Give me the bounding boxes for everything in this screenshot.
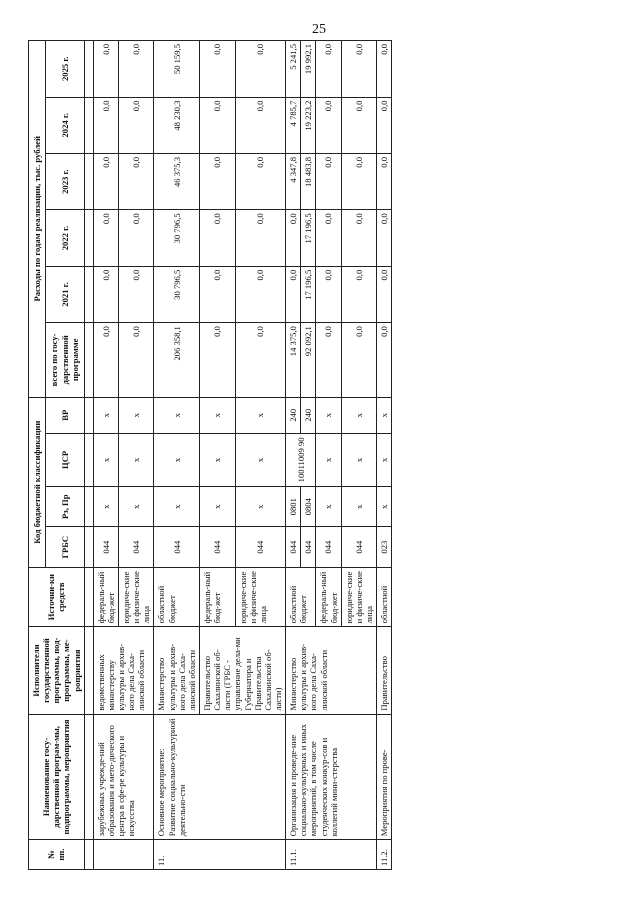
header-grbs: ГРБС: [45, 527, 84, 567]
cell-source: юридиче-ские и физиче-ские лица: [341, 567, 376, 627]
cell-2022: 0,0: [316, 210, 341, 266]
cell-2024: 48 230,3: [154, 97, 200, 153]
cell-2025: 0,0: [235, 41, 285, 98]
cell-source: юридиче-ские и физиче-ские лица: [118, 567, 153, 627]
cell-total: 0,0: [235, 323, 285, 397]
cell-rzpr: x: [154, 487, 200, 527]
cell-num: 11.1.: [286, 840, 377, 870]
cell-2024: 0,0: [377, 97, 392, 153]
cell-source: федераль-ный бюд-жет: [316, 567, 341, 627]
table-row: [154, 41, 200, 870]
cell-2021: 30 796,5: [154, 266, 200, 322]
cell-grbs: 044: [118, 527, 153, 567]
cell-total: 0,0: [93, 323, 118, 397]
cell-2023: 0,0: [118, 153, 153, 209]
cell-csr: x: [316, 433, 341, 486]
cell-rzpr: x: [377, 487, 392, 527]
cell-rzpr: 0804: [301, 487, 316, 527]
separator-row: [84, 41, 93, 870]
cell-2022: 17 196,5: [301, 210, 316, 266]
cell-grbs: 044: [316, 527, 341, 567]
cell-2021: 0,0: [341, 266, 376, 322]
cell-2024: 0,0: [118, 97, 153, 153]
cell-vr: x: [235, 397, 285, 433]
cell-2023: 0,0: [93, 153, 118, 209]
rotated-table-container: [28, 40, 558, 870]
header-vr: ВР: [45, 397, 84, 433]
header-2024: 2024 г.: [45, 97, 84, 153]
cell-grbs: 044: [286, 527, 301, 567]
cell-executor: Правительство Сахалинской об-ласти (ГРБС - управление дела-ми Губернатора и Правительства Сахалинской об-ласти): [199, 627, 285, 714]
cell-2022: 0,0: [286, 210, 301, 266]
cell-2024: 0,0: [199, 97, 235, 153]
cell-csr: x: [118, 433, 153, 486]
cell-2024: 0,0: [235, 97, 285, 153]
header-num: № пп.: [29, 840, 85, 870]
cell-total: 92 092,1: [301, 323, 316, 397]
budget-table: [28, 40, 392, 870]
cell-vr: x: [199, 397, 235, 433]
cell-2021: 0,0: [316, 266, 341, 322]
header-executor: Исполнители государственной программы, под-программы, ме-роприятия: [29, 627, 85, 714]
table-row: [286, 41, 301, 870]
header-2021: 2021 г.: [45, 266, 84, 322]
cell-2025: 19 992,1: [301, 41, 316, 98]
cell-2022: 0,0: [118, 210, 153, 266]
cell-2024: 0,0: [93, 97, 118, 153]
cell-2021: 0,0: [377, 266, 392, 322]
cell-source: областной бюджет: [286, 567, 316, 627]
cell-vr: 240: [301, 397, 316, 433]
cell-source: юридиче-ские и физиче-ские лица: [235, 567, 285, 627]
cell-csr: 10011009 90: [286, 433, 316, 486]
cell-2022: 0,0: [93, 210, 118, 266]
cell-name: Мероприятия по прове-: [377, 714, 392, 840]
cell-2025: 0,0: [118, 41, 153, 98]
cell-total: 206 358,1: [154, 323, 200, 397]
cell-vr: x: [93, 397, 118, 433]
cell-vr: 240: [286, 397, 301, 433]
cell-2022: 0,0: [199, 210, 235, 266]
cell-2021: 0,0: [286, 266, 301, 322]
cell-name: зарубежных учрежде-ний образования и мето-дического центра в сфе-ре культуры и искусства: [93, 714, 154, 840]
cell-vr: x: [316, 397, 341, 433]
cell-vr: x: [154, 397, 200, 433]
cell-2021: 0,0: [93, 266, 118, 322]
header-2023: 2023 г.: [45, 153, 84, 209]
cell-2022: 0,0: [341, 210, 376, 266]
cell-2025: 0,0: [341, 41, 376, 98]
cell-2022: 0,0: [235, 210, 285, 266]
cell-2024: 0,0: [316, 97, 341, 153]
cell-csr: x: [199, 433, 235, 486]
table-row: [377, 41, 392, 870]
cell-2024: 0,0: [341, 97, 376, 153]
cell-executor: Министерство культуры и архив-ного дела Саха-линской области: [154, 627, 200, 714]
cell-2021: 0,0: [199, 266, 235, 322]
cell-total: 0,0: [341, 323, 376, 397]
cell-2022: 30 796,5: [154, 210, 200, 266]
cell-2025: 0,0: [377, 41, 392, 98]
cell-grbs: 044: [199, 527, 235, 567]
cell-csr: x: [377, 433, 392, 486]
cell-2021: 0,0: [235, 266, 285, 322]
cell-csr: x: [93, 433, 118, 486]
cell-2021: 17 196,5: [301, 266, 316, 322]
cell-2025: 50 159,5: [154, 41, 200, 98]
cell-csr: x: [235, 433, 285, 486]
cell-grbs: 044: [301, 527, 316, 567]
cell-2025: 0,0: [199, 41, 235, 98]
cell-2023: 0,0: [341, 153, 376, 209]
cell-num: [93, 840, 154, 870]
cell-rzpr: x: [93, 487, 118, 527]
table-row: [93, 41, 118, 870]
cell-grbs: 023: [377, 527, 392, 567]
cell-csr: x: [341, 433, 376, 486]
cell-2023: 0,0: [377, 153, 392, 209]
cell-2023: 0,0: [316, 153, 341, 209]
cell-2023: 0,0: [235, 153, 285, 209]
cell-source: федераль-ный бюд-жет: [93, 567, 118, 627]
cell-executor: Правительство: [377, 627, 392, 714]
cell-source: областной: [377, 567, 392, 627]
header-csr: ЦСР: [45, 433, 84, 486]
cell-2021: 0,0: [118, 266, 153, 322]
header-total: всего по госу-дарственной программе: [45, 323, 84, 397]
cell-total: 0,0: [377, 323, 392, 397]
cell-rzpr: x: [199, 487, 235, 527]
cell-grbs: 044: [341, 527, 376, 567]
header-rzpr: Рз, Пр: [45, 487, 84, 527]
cell-2023: 46 375,3: [154, 153, 200, 209]
cell-rzpr: x: [316, 487, 341, 527]
cell-2025: 0,0: [316, 41, 341, 98]
cell-2023: 0,0: [199, 153, 235, 209]
cell-total: 0,0: [199, 323, 235, 397]
cell-2024: 19 223,2: [301, 97, 316, 153]
cell-rzpr: x: [118, 487, 153, 527]
cell-2024: 4 785,7: [286, 97, 301, 153]
cell-total: 0,0: [316, 323, 341, 397]
header-name: Наименование госу-дарственной програм-мы, подпрограммы, мероприятия: [29, 714, 85, 840]
cell-num: 11.: [154, 840, 286, 870]
cell-vr: x: [377, 397, 392, 433]
cell-2025: 0,0: [93, 41, 118, 98]
cell-2023: 18 483,8: [301, 153, 316, 209]
cell-executor: Министерство культуры и архив-ного дела Саха-линской области: [286, 627, 377, 714]
cell-name: Основное мероприятие: Развитие социально-культурной деятельно-сти: [154, 714, 286, 840]
cell-2022: 0,0: [377, 210, 392, 266]
cell-csr: x: [154, 433, 200, 486]
header-2022: 2022 г.: [45, 210, 84, 266]
cell-name: Организация и проведе-ние социально-культурных и иных мероприятий, в том числе студенческих конкур-сов и коллегий мини-стерства: [286, 714, 377, 840]
cell-total: 14 375,0: [286, 323, 301, 397]
cell-source: федераль-ный бюд-жет: [199, 567, 235, 627]
cell-num: 11.2.: [377, 840, 392, 870]
cell-executor: ведомственных министерству культуры и архив-ного дела Саха-линской области: [93, 627, 154, 714]
cell-vr: x: [118, 397, 153, 433]
cell-source: областной бюджет: [154, 567, 200, 627]
header-bcc-group: Код бюджетной классификации: [29, 397, 46, 567]
header-2025: 2025 г.: [45, 41, 84, 98]
cell-vr: x: [341, 397, 376, 433]
header-source: Источни-ки средств: [29, 567, 85, 627]
cell-rzpr: x: [235, 487, 285, 527]
cell-2023: 4 347,8: [286, 153, 301, 209]
header-expenses-group: Расходы по годам реализации, тыс. рублей: [29, 41, 46, 398]
page-number: 25: [312, 22, 326, 37]
cell-2025: 5 241,5: [286, 41, 301, 98]
cell-grbs: 044: [154, 527, 200, 567]
cell-grbs: 044: [235, 527, 285, 567]
cell-rzpr: 0801: [286, 487, 301, 527]
cell-rzpr: x: [341, 487, 376, 527]
cell-total: 0,0: [118, 323, 153, 397]
cell-grbs: 044: [93, 527, 118, 567]
